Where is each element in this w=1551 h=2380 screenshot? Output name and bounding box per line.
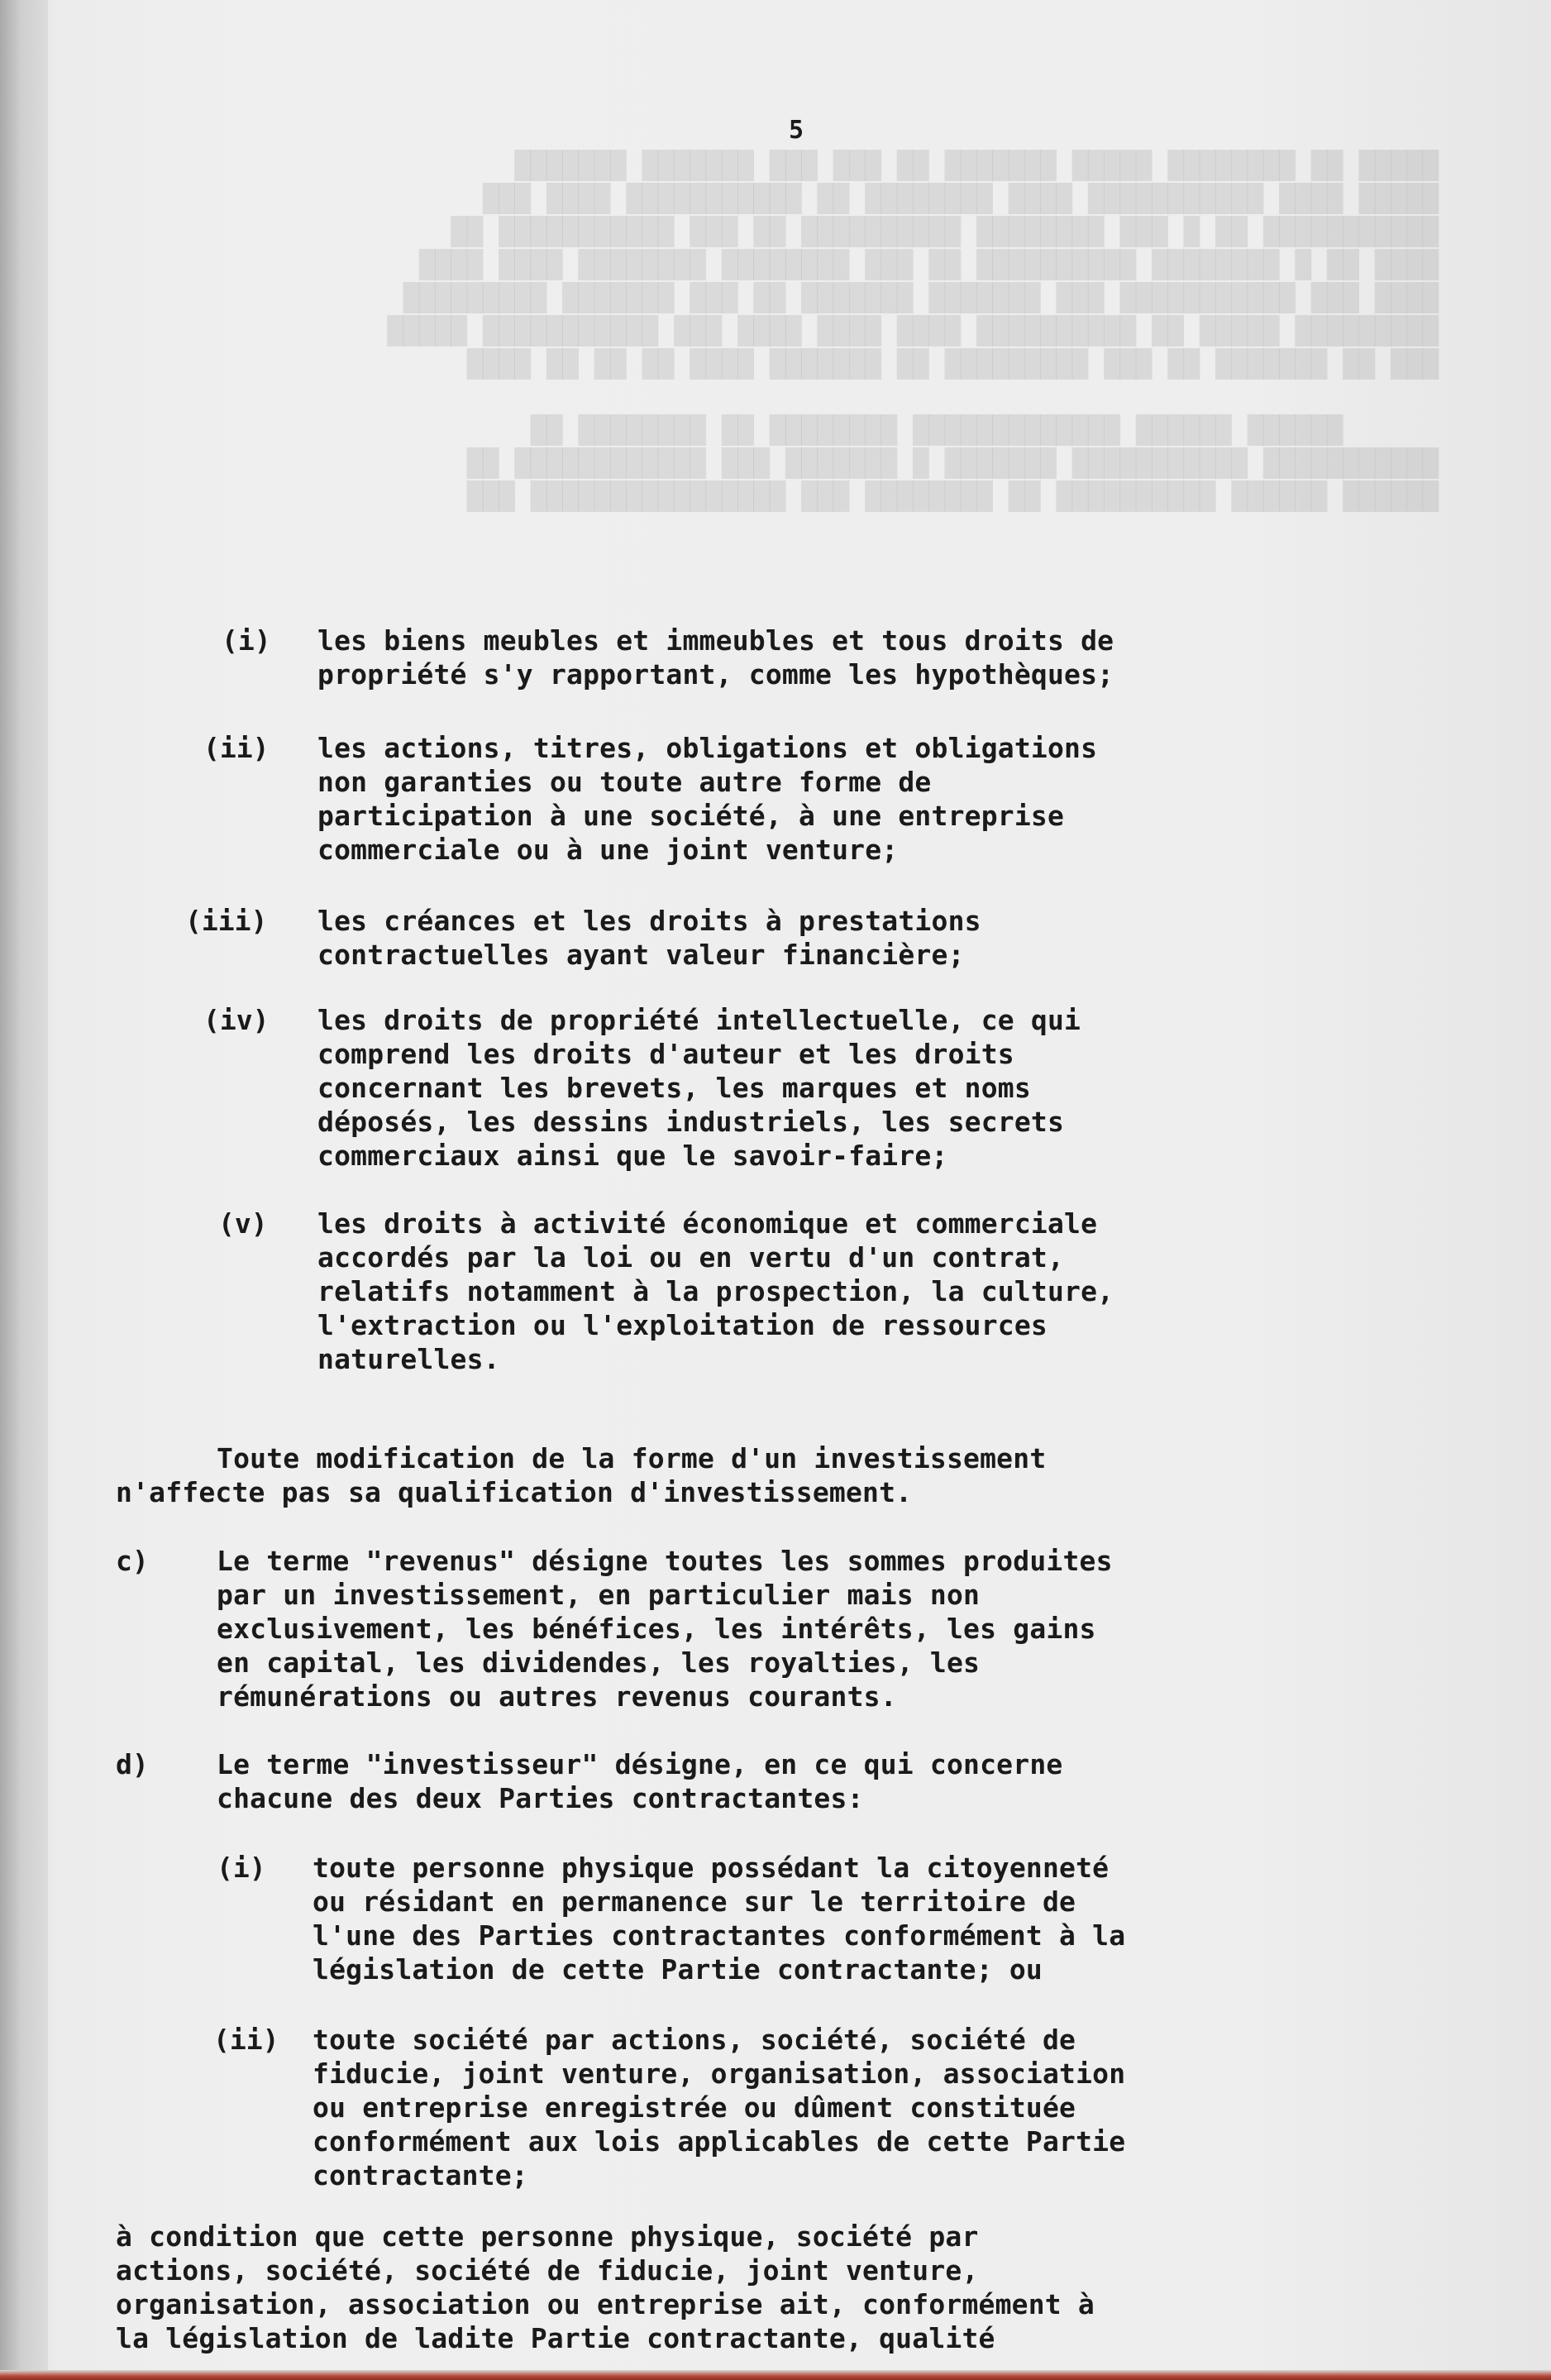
closing-line-1: à condition que cette personne physique, société par: [116, 2220, 979, 2253]
item-iv-line-4: déposés, les dessins industriels, les secrets: [317, 1106, 1065, 1138]
para-d-line-2: chacune des deux Parties contractantes:: [217, 1782, 864, 1814]
item-iv-line-2: comprend les droits d'auteur et les droits: [317, 1038, 1014, 1070]
para-c-line-5: rémunérations ou autres revenus courants.: [217, 1680, 897, 1713]
para-d-label: d): [116, 1748, 149, 1780]
para-c-line-1: Le terme "revenus" désigne toutes les sommes produites: [217, 1545, 1113, 1577]
item-ii-line-3: participation à une société, à une entreprise: [317, 800, 1065, 832]
item-ii-line-1: les actions, titres, obligations et obligations: [317, 732, 1098, 764]
para-c-label: c): [116, 1545, 149, 1577]
item-iii-line-1: les créances et les droits à prestations: [317, 905, 981, 937]
binding-edge: [0, 0, 48, 2380]
item-iii-line-2: contractuelles ayant valeur financière;: [317, 939, 965, 971]
item-v-line-2: accordés par la loi ou en vertu d'un contrat,: [317, 1241, 1065, 1274]
item-label-v: (v): [218, 1207, 268, 1240]
subitem-d-ii-line-5: contractante;: [313, 2159, 528, 2191]
item-iv-line-5: commerciaux ainsi que le savoir-faire;: [317, 1140, 948, 1172]
para-d-line-1: Le terme "investisseur" désigne, en ce qui concerne: [217, 1748, 1063, 1780]
item-iv-line-1: les droits de propriété intellectuelle, ce qui: [317, 1004, 1081, 1036]
item-iv-line-3: concernant les brevets, les marques et noms: [317, 1072, 1031, 1104]
para-c-line-2: par un investissement, en particulier mais non: [217, 1579, 981, 1611]
page-number: 5: [789, 116, 804, 145]
item-v-line-3: relatifs notamment à la prospection, la culture,: [317, 1275, 1114, 1307]
subitem-d-ii-line-4: conformément aux lois applicables de cette Partie: [313, 2125, 1126, 2158]
item-label-iii: (iii): [185, 905, 268, 937]
closing-line-2: actions, société, société de fiducie, joint venture,: [116, 2254, 979, 2287]
item-label-ii: (ii): [203, 732, 270, 764]
item-label-iv: (iv): [203, 1004, 270, 1036]
subitem-d-i-line-1: toute personne physique possédant la citoyenneté: [313, 1852, 1110, 1884]
subitem-d-i-line-3: l'une des Parties contractantes conformément à la: [313, 1919, 1126, 1952]
item-ii-line-2: non garanties ou toute autre forme de: [317, 766, 932, 798]
closing-line-3: organisation, association ou entreprise ait, conformément à: [116, 2288, 1095, 2320]
subitem-d-i-line-4: législation de cette Partie contractante; ou: [313, 1953, 1043, 1986]
item-v-line-1: les droits à activité économique et commerciale: [317, 1207, 1098, 1240]
para-c-line-4: en capital, les dividendes, les royalties, les: [217, 1646, 981, 1679]
modification-line-2: n'affecte pas sa qualification d'investissement.: [116, 1476, 913, 1508]
item-i-line-1: les biens meubles et immeubles et tous droits de: [317, 624, 1114, 657]
modification-line-1: Toute modification de la forme d'un investissement: [217, 1442, 1047, 1474]
item-label-i: (i): [222, 624, 271, 657]
item-v-line-4: l'extraction ou l'exploitation de ressources: [317, 1309, 1048, 1341]
subitem-d-ii-line-2: fiducie, joint venture, organisation, association: [313, 2057, 1126, 2090]
para-c-line-3: exclusivement, les bénéfices, les intérêts, les gains: [217, 1613, 1096, 1645]
bleed-through-texture: █████ ██ ████████ █████ ███████ ██ ███ ███ ███████ ███████ █████ ████ ███████████ ████ ████████ ██ ███████████ ████ ███ ███████████ ██ █ ███ ████████ ██████████ ██ ███ ███████████ ██ ████ ██ █ ████████ ██████████ ██ ███ ████████ ████████ ████ ████ ████ ███ ███████████ ███ ███████ ███████ ██ ███ ███████ █████████ █████████ █████ ██ ██████████ ████ ████ ████ ███ ███████████ █████ ███ ██ ███████ ██ ███ █████████ ██ ███████ ████ ██ ██ ██ ████ ██████ ██████ █████████████ ████████ ██ ████████ ██ ███████████ ███████████ ███████ █ ███████ ███ ████████████ ██ ██████ ██████ ██████████ ██ ████████ ███ ████████████████ ███: [387, 150, 1439, 512]
closing-line-4: la législation de ladite Partie contractante, qualité: [116, 2322, 995, 2354]
subitem-d-ii-line-3: ou entreprise enregistrée ou dûment constituée: [313, 2091, 1076, 2124]
item-i-line-2: propriété s'y rapportant, comme les hypothèques;: [317, 658, 1114, 691]
item-ii-line-4: commerciale ou à une joint venture;: [317, 834, 899, 866]
subitem-d-ii-line-1: toute société par actions, société, société de: [313, 2024, 1076, 2056]
subitem-d-label-i: (i): [217, 1852, 266, 1884]
page-bottom-edge: [0, 2370, 1551, 2380]
item-v-line-5: naturelles.: [317, 1343, 500, 1375]
subitem-d-i-line-2: ou résidant en permanence sur le territoire de: [313, 1885, 1076, 1918]
subitem-d-label-ii: (ii): [213, 2024, 279, 2056]
